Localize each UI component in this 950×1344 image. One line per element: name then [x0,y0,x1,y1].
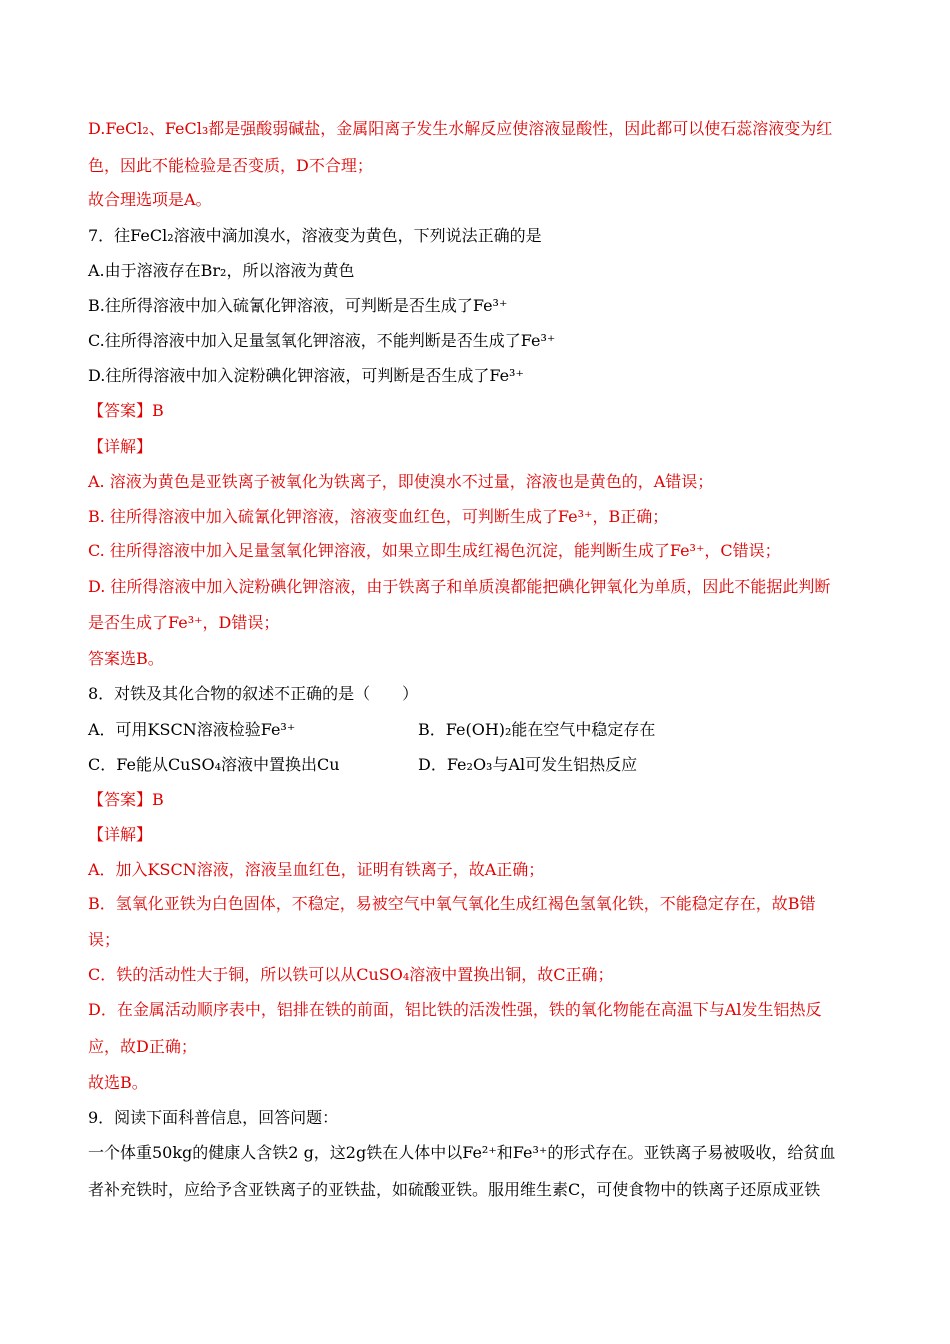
q8-option-a: A．可用KSCN溶液检验Fe³⁺ [88,720,296,739]
q9-paragraph-line1: 一个体重50kg的健康人含铁2 g，这2g铁在人体中以Fe²⁺和Fe³⁺的形式存在。亚铁离子易被吸收，给贫血 [88,1143,836,1162]
q8-explanation-c: C．铁的活动性大于铜，所以铁可以从CuSO₄溶液中置换出铜，故C正确； [88,965,614,984]
q8-stem: 8．对铁及其化合物的叙述不正确的是（ ） [88,684,419,703]
q7-answer: 【答案】B [88,401,164,420]
q7-explanation-c: C. 往所得溶液中加入足量氢氧化钾溶液，如果立即生成红褐色沉淀，能判断生成了Fe³⁺，C错误； [88,541,781,560]
q9-paragraph-line2: 者补充铁时，应给予含亚铁离子的亚铁盐，如硫酸亚铁。服用维生素C，可使食物中的铁离子还原成亚铁 [88,1180,821,1199]
q7-detail-label: 【详解】 [88,437,153,456]
q7-option-c: C.往所得溶液中加入足量氢氧化钾溶液，不能判断是否生成了Fe³⁺ [88,331,556,350]
q8-explanation-d-line2: 应，故D正确； [88,1037,197,1056]
prev-conclusion: 故合理选项是A。 [88,190,212,209]
q7-explanation-a: A. 溶液为黄色是亚铁离子被氧化为铁离子，即使溴水不过量，溶液也是黄色的，A错误； [88,472,714,491]
q8-conclusion: 故选B。 [88,1073,148,1092]
q8-option-d: D．Fe₂O₃与Al可发生铝热反应 [418,755,638,774]
prev-explanation-d-line2: 色，因此不能检验是否变质，D不合理； [88,156,373,175]
q8-detail-label: 【详解】 [88,825,153,844]
q9-stem: 9．阅读下面科普信息，回答问题： [88,1108,339,1127]
q8-option-b: B．Fe(OH)₂能在空气中稳定存在 [418,720,656,739]
q7-conclusion: 答案选B。 [88,649,164,668]
q8-explanation-b-line2: 误； [88,930,121,949]
q8-option-c: C．Fe能从CuSO₄溶液中置换出Cu [88,755,340,774]
prev-explanation-d-line1: D.FeCl₂、FeCl₃都是强酸弱碱盐，金属阳离子发生水解反应使溶液显酸性，因此都可以使石蕊溶液变为红 [88,119,833,138]
q7-explanation-d-line2: 是否生成了Fe³⁺，D错误； [88,613,280,632]
q8-explanation-d-line1: D．在金属活动顺序表中，铝排在铁的前面，铝比铁的活泼性强，铁的氧化物能在高温下与Al发生铝热反 [88,1000,822,1019]
q8-explanation-b-line1: B．氢氧化亚铁为白色固体，不稳定，易被空气中氧气氧化生成红褐色氢氧化铁，不能稳定存在，故B错 [88,894,816,913]
q7-stem: 7．往FeCl₂溶液中滴加溴水，溶液变为黄色，下列说法正确的是 [88,226,542,245]
q7-option-b: B.往所得溶液中加入硫氰化钾溶液，可判断是否生成了Fe³⁺ [88,296,508,315]
q7-option-d: D.往所得溶液中加入淀粉碘化钾溶液，可判断是否生成了Fe³⁺ [88,366,524,385]
q8-explanation-a: A．加入KSCN溶液，溶液呈血红色，证明有铁离子，故A正确； [88,860,545,879]
q8-answer: 【答案】B [88,790,164,809]
q7-option-a: A.由于溶液存在Br₂，所以溶液为黄色 [88,261,355,280]
q7-explanation-d-line1: D. 往所得溶液中加入淀粉碘化钾溶液，由于铁离子和单质溴都能把碘化钾氧化为单质，因此不能据此判断 [88,577,831,596]
q7-explanation-b: B. 往所得溶液中加入硫氰化钾溶液，溶液变血红色，可判断生成了Fe³⁺，B正确； [88,507,669,526]
